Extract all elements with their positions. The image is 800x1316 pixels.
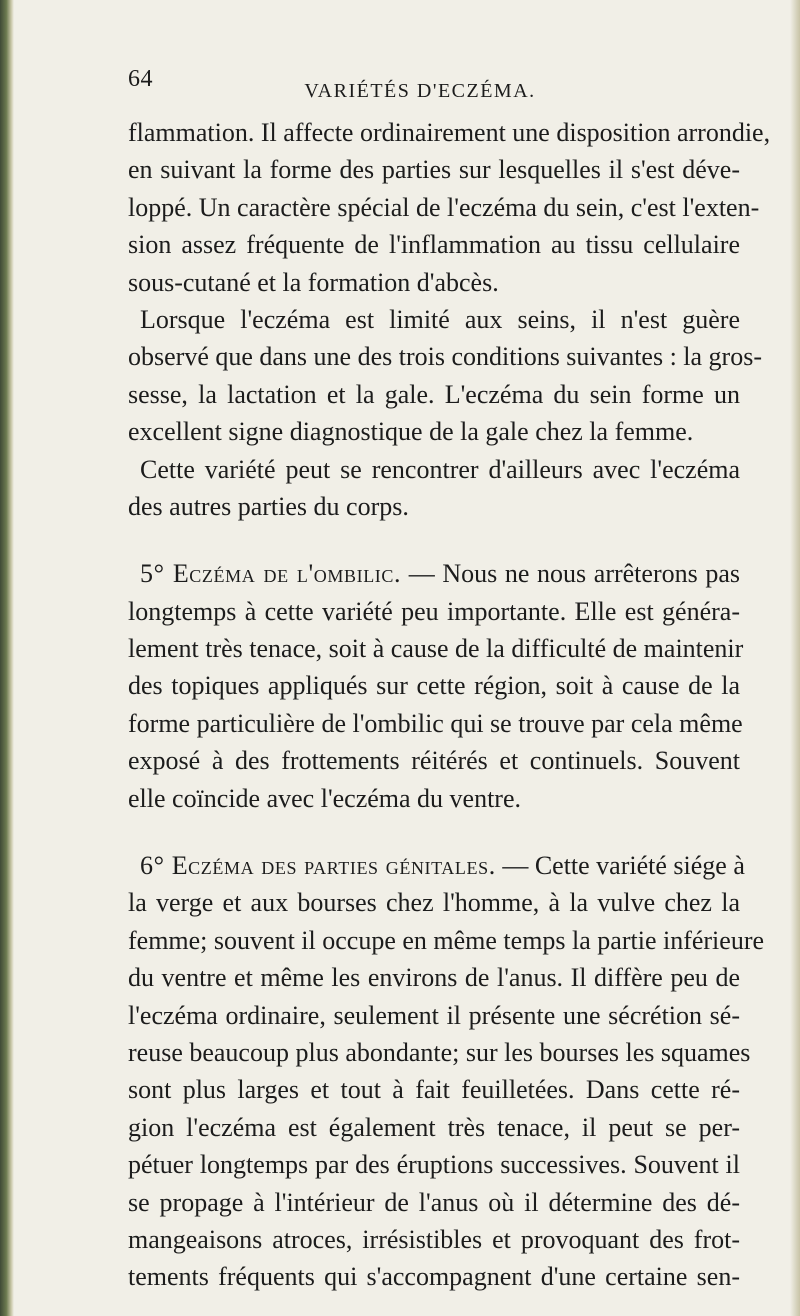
text-line: femme; souvent il occupe en même temps la partie inférieure	[128, 925, 765, 955]
text-line: flammation. Il affecte ordinairement une disposition arrondie,	[128, 118, 771, 147]
text-line: gion l'eczéma est également très tenace, il peut se per-	[128, 1112, 740, 1142]
paragraph-gap	[128, 817, 740, 847]
text-line: tements fréquents qui s'accompagnent d'une certaine sen-	[128, 1262, 740, 1292]
text-line: sion assez fréquente de l'inflammation au tissu cellulaire	[128, 230, 740, 260]
text-line: loppé. Un caractère spécial de l'eczéma du sein, c'est l'exten-	[128, 192, 760, 222]
text-line: Cette variété peut se rencontrer d'ailleurs avec l'eczéma	[140, 454, 740, 484]
text-line: excellent signe diagnostique de la gale chez la femme.	[128, 417, 694, 447]
text-line: des autres parties du corps.	[128, 491, 409, 521]
text-line: observé que dans une des trois conditions suivantes : la gros-	[128, 342, 762, 372]
text-line: sont plus larges et tout à fait feuilletées. Dans cette ré-	[128, 1075, 740, 1105]
text-line: des topiques appliqués sur cette région, soit à cause de la	[128, 671, 740, 701]
text-line: l'eczéma ordinaire, seulement il présente une sécrétion sé-	[128, 1000, 740, 1030]
section-heading: 5° Eczéma de l'ombilic.	[140, 559, 402, 589]
text-line: forme particulière de l'ombilic qui se trouve par cela même	[128, 708, 743, 738]
text-line: reuse beaucoup plus abondante; sur les bourses les squames	[128, 1037, 751, 1067]
paragraph-gap	[128, 525, 740, 555]
text-line: elle coïncide avec l'eczéma du ventre.	[128, 783, 522, 813]
text-line: pétuer longtemps par des éruptions successives. Souvent il	[128, 1150, 740, 1180]
text-line: longtemps à cette variété peu importante. Elle est généra-	[128, 596, 740, 626]
text-line: la verge et aux bourses chez l'homme, à la vulve chez la	[128, 888, 740, 918]
text-line	[128, 847, 745, 884]
text-line-rest: — Nous ne nous arrêterons pas	[408, 559, 740, 589]
text-line: sous-cutané et la formation d'abcès.	[128, 267, 499, 297]
text-line: exposé à des frottements réitérés et continuels. Souvent	[128, 746, 740, 776]
section-heading: 6° Eczéma des parties génitales.	[140, 851, 496, 881]
running-title: VARIÉTÉS D'ECZÉMA.	[304, 80, 536, 102]
text-line: mangeaisons atroces, irrésistibles et provoquant des frot-	[128, 1224, 740, 1254]
text-line: Lorsque l'eczéma est limité aux seins, il n'est guère	[140, 304, 740, 334]
text-line: se propage à l'intérieur de l'anus où il détermine des dé-	[128, 1187, 740, 1217]
page-number: 64	[128, 66, 153, 92]
text-line: sesse, la lactation et la gale. L'eczéma du sein forme un	[128, 379, 740, 409]
text-line: lement très tenace, soit à cause de la difficulté de maintenir	[128, 634, 744, 664]
text-line: du ventre et même les environs de l'anus. Il diffère peu de	[128, 963, 740, 993]
text-line-rest: — Cette variété siége à	[502, 851, 745, 881]
text-line: en suivant la forme des parties sur lesquelles il s'est déve-	[128, 155, 740, 185]
text-line	[128, 555, 740, 592]
body-text	[128, 114, 771, 1296]
